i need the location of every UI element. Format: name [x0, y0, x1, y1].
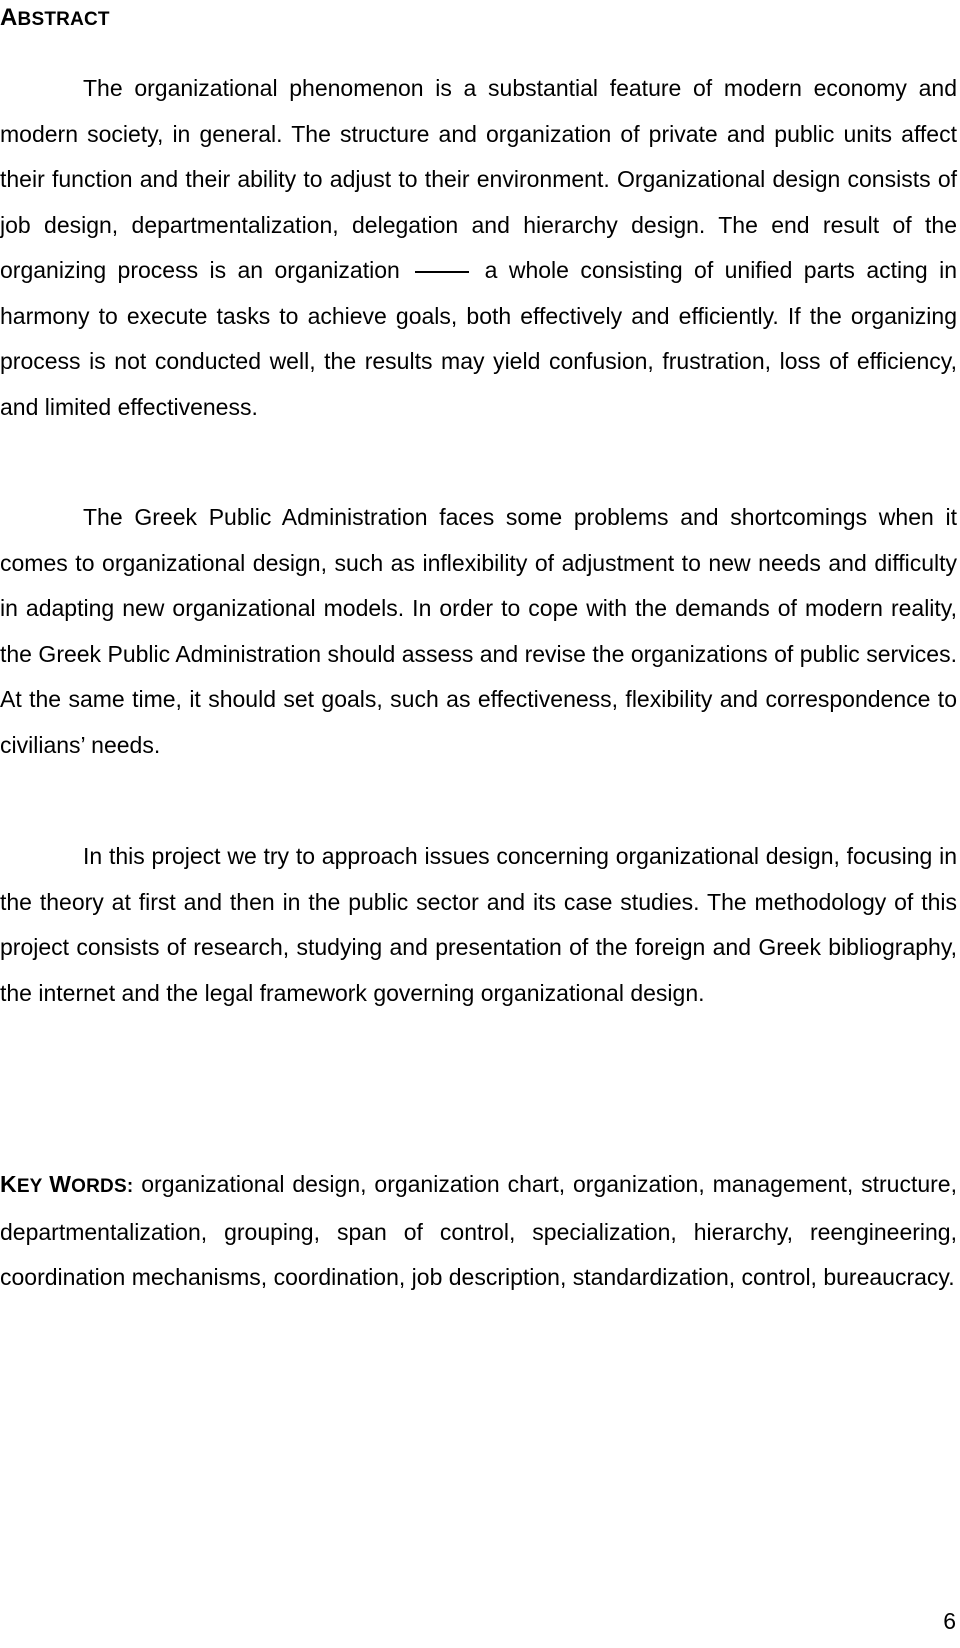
keywords-block [0, 1162, 957, 1301]
abstract-paragraph-2: The Greek Public Administration faces some problems and shortcomings when it comes to organizational design, such as inflexibility of adjustment to new needs and difficulty in adapting new organizational models. In order to cope with the demands of modern reality, the Greek Public Administration should assess and revise the organizations of public services. At the same time, it should set goals, such as effectiveness, flexibility and correspondence to civilians’ needs. [0, 504, 957, 758]
abstract-paragraph-1 [0, 66, 957, 430]
keywords-list: organizational design, organization chart, organization, management, structure, departmentalization, grouping, span of control, specialization, hierarchy, reengineering, coordination mechanisms, coordination, job description, standardization, control, bureaucracy. [0, 1171, 957, 1290]
abstract-heading: ABSTRACT [0, 4, 110, 31]
em-dash-rule [415, 271, 469, 273]
abstract-paragraph-3: In this project we try to approach issues concerning organizational design, focusing in the theory at first and then in the public sector and its case studies. The methodology of this project consists of research, studying and presentation of the foreign and Greek bibliography, the internet and the legal framework governing organizational design. [0, 843, 957, 1006]
paragraph-1-part-1: The organizational phenomenon is a substantial feature of modern economy and modern society, in general. The structure and organization of private and public units affect their function and their ability to adjust to their environment. Organizational design consists of job design, departmentalization, delegation and hierarchy design. The end result of the organizing process is an organization [0, 75, 957, 283]
paragraph-1-part-2: a whole consisting of unified parts acting in harmony to execute tasks to achieve goals, both effectively and efficiently. If the organizing process is not conducted well, the results may yield confusion, frustration, loss of efficiency, and limited effectiveness. [0, 257, 958, 420]
keywords-label: KEY WORDS: [0, 1171, 134, 1197]
page-number: 6 [943, 1608, 956, 1634]
